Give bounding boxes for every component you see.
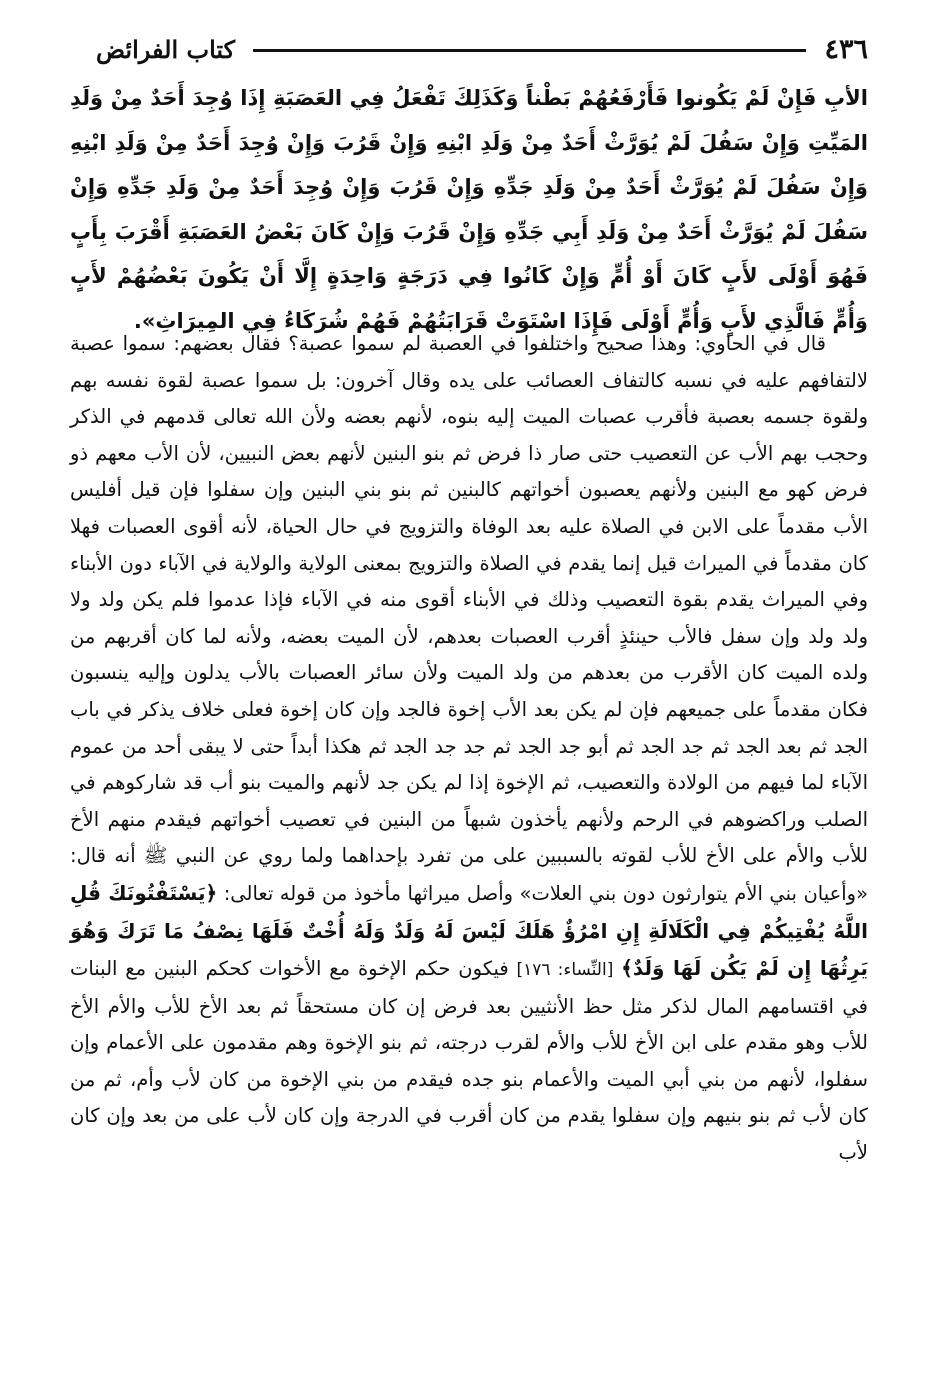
commentary-part-2: فيكون حكم الإخوة مع الأخوات كحكم البنين مع البنات في اقتسامهم المال لذكر مثل حظ الأنثيين بعد فرض إن كان مستحقاً ثم بعد الأخ للأب والأم الأخ للأب وهو مقدم على ابن الأخ للأب والأم لقرب درجته، ثم بنو الإخوة وهم مقدمون على الأعمام وإن سفلوا، لأنهم من بني أبي الميت والأعمام بنو جده فيقدم من بني الإخوة من كان لأب وأم، ثم من كان لأب ثم بنو بنيهم وإن سفلوا يقدم من كان أقرب في الدرجة وإن كان لأب على من بعد وإن كان لأب bbox=[70, 957, 868, 1165]
hadith-text: الأبِ فَإِنْ لَمْ يَكُونوا فَأَرْفَعُهُمْ بَطْناً وَكَذَلِكَ تَفْعَلُ فِي العَصَبَةِ إِذَا وُجِدَ أَحَدٌ مِنْ وَلَدِ المَيِّتِ وَإِنْ سَفُلَ لَمْ يُوَرَّثْ أَحَدٌ مِنْ وَلَدِ ابْنِهِ وَإِنْ قَرُبَ وَإِنْ وُجِدَ أَحَدٌ مِنْ وَلَدِ ابْنِهِ وَإِنْ سَفُلَ لَمْ يُوَرَّثْ أَحَدٌ مِنْ وَلَدِ جَدِّهِ وَإِنْ قَرُبَ وَإِنْ وُجِدَ أَحَدٌ مِنْ وَلَدِ جَدِّهِ وَإِنْ سَفُلَ لَمْ يُوَرَّثْ أَحَدٌ مِنْ وَلَدِ أَبِي جَدِّهِ وَإِنْ قَرُبَ وَإِنْ كَانَ بَعْضُ العَصَبَةِ أَقْرَبَ بِأَبٍ فَهُوَ أَوْلَى لأَبٍ كَانَ أَوْ أُمٍّ وَإِنْ كَانُوا فِي دَرَجَةٍ وَاحِدَةٍ إِلَّا أَنْ يَكُونَ بَعْضُهُمْ لأَبٍ وَأُمٍّ فَالَّذِي لأَبٍ وَأُمٍّ أَوْلَى فَإِذَا اسْتَوَتْ قَرَابَتُهُمْ فَهُمْ شُرَكَاءُ فِي المِيرَاثِ». bbox=[70, 86, 868, 333]
commentary-part-1: قال في الحاوي: وهذا صحيح واختلفوا في العصبة لم سموا عصبة؟ فقال بعضهم: سموا عصبة لالتفافهم عليه في نسبه كالتفاف العصائب على يده وقال آخرون: بل سموا عصبة لقوة نفسه بهم ولقوة جسمه بعصبة فأقرب عصبات الميت إليه بنوه، لأنهم بعضه ولأن الله تعالى قدمهم في الذكر وحجب بهم الأب عن التعصيب حتى صار ذا فرض ثم بنو البنين لأنهم بعض النبيين، لأن الأب معهم ذو فرض كهو مع البنين ولأنهم يعصبون أخواتهم كالبنين ثم بنو بني البنين وإن سفلوا فإن قيل أفليس الأب مقدماً على الابن في الصلاة عليه بعد الوفاة والتزويج في حال الحياة، لأنه أقوى العصبات فهلا كان مقدماً في الميراث قيل إنما يقدم في الصلاة والتزويج بمعنى الولاية والولاية في الآباء دون الأبناء وفي الميراث يقدم بقوة التعصيب وذلك في الأبناء أقوى منه في الآباء فإذا عدموا فلم يكن ولد ولا ولد ولد وإن سفل فالأب حينئذٍ أقرب العصبات بعدهم، لأن الميت بعضه، ولأنه لما كان أقربهم من ولده الميت كان الأقرب من بعدهم من ولد الميت ولأن سائر العصبات بالأب يدلون وإليه ينسبون فكان مقدماً على جميعهم فإن لم يكن بعد الأب إخوة فالجد وإن كان إخوة فعلى خلاف يذكر في باب الجد ثم بعد الجد ثم جد الجد ثم أبو جد الجد ثم جد جد الجد ثم هكذا أبداً حتى لا يبقى أحد من عموم الآباء لما فيهم من الولادة والتعصيب، ثم الإخوة إذا لم يكن جد لأنهم والميت بنو أب قد شاركوهم في الصلب وراكضوهم في الرحم ولأنهم يأخذون شبهاً من البنين في تعصيب أخواتهم فيقدم منهم الأخ للأب والأم على الأخ للأب لقوته بالسببين على من تفرد بإحداهما ولما روي عن النبي ﷺ أنه قال: «وأعيان بني الأم يتوارثون دون بني العلات» وأصل ميراثها مأخوذ من قوله تعالى: bbox=[70, 332, 868, 905]
header-rule bbox=[253, 49, 806, 52]
quran-verse: ﴿يَسْتَفْتُونَكَ قُلِ اللَّهُ يُفْتِيكُمْ فِي الْكَلَالَةِ إِنِ امْرُؤٌ هَلَكَ لَيْسَ لَهُ وَلَدٌ وَلَهُ أُخْتٌ فَلَهَا نِصْفُ مَا تَرَكَ وَهُوَ يَرِثُهَا إِن لَمْ يَكُن لَهَا وَلَدٌ﴾ bbox=[70, 880, 869, 981]
page-header bbox=[96, 28, 868, 72]
page-number: ٤٣٦ bbox=[824, 34, 868, 65]
book-title: كتاب الفرائض bbox=[96, 35, 236, 64]
verse-citation: [النِّساء: ١٧٦] bbox=[516, 960, 614, 981]
commentary-paragraph bbox=[70, 326, 868, 1172]
commentary-text bbox=[70, 326, 868, 1172]
